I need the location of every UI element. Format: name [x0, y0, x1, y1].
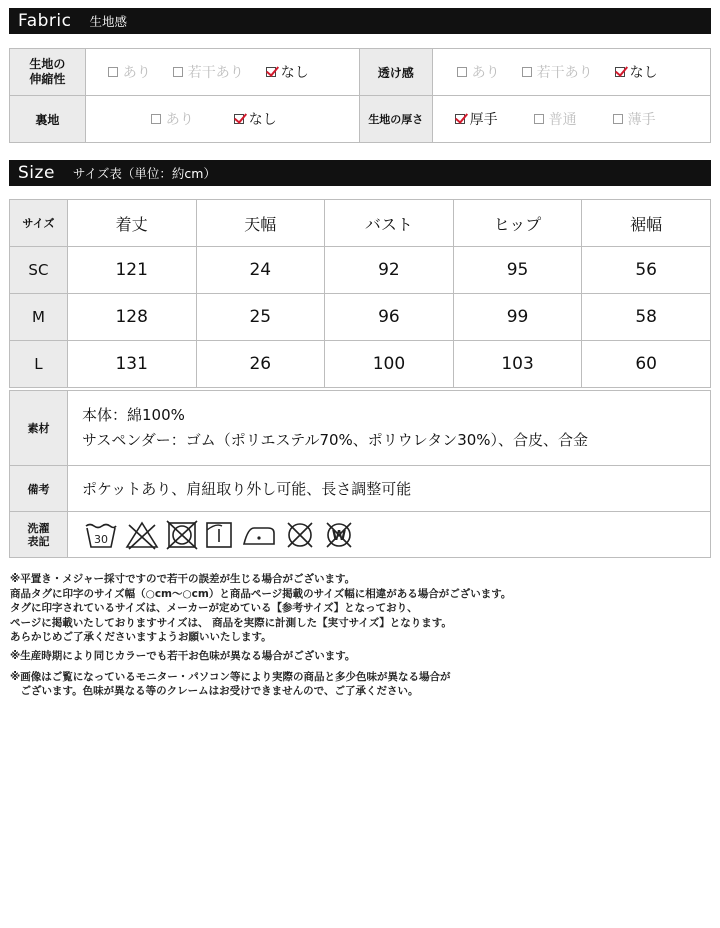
size-row	[10, 247, 711, 294]
sheer-option-none[interactable]	[615, 62, 658, 82]
sheer-option-slight[interactable]	[522, 62, 593, 82]
size-cell: 131	[67, 341, 196, 388]
option-label: なし	[280, 65, 309, 81]
checked-checkbox-icon	[455, 114, 465, 124]
no-wet-clean-icon	[322, 520, 356, 550]
thickness-option-thin[interactable]	[613, 109, 656, 129]
size-col-header: サイズ	[10, 200, 68, 247]
size-cell: 58	[582, 294, 711, 341]
option-label: 若干あり	[536, 65, 593, 81]
lining-label	[10, 96, 86, 143]
hip-col-header: ヒップ	[453, 200, 582, 247]
size-name: M	[10, 294, 68, 341]
fabric-title: Fabric	[18, 11, 72, 31]
size-header-row	[10, 200, 711, 247]
stretch-option-none[interactable]	[266, 62, 309, 82]
note-line: ※画像はご覧になっているモニター・パソコン等により実際の商品と多少色味が異なる場合が	[10, 670, 451, 683]
size-cell: 24	[196, 247, 325, 294]
thickness-option-thick[interactable]	[455, 109, 498, 129]
note-line: ページに掲載いたしておりますサイズは、 商品を実際に計測した【実寸サイズ】となります。	[10, 616, 452, 629]
care-label	[10, 512, 68, 558]
size-cell: 96	[325, 294, 454, 341]
checked-checkbox-icon	[266, 67, 276, 77]
care-row	[10, 512, 711, 558]
checkbox-icon	[151, 114, 161, 124]
fabric-header	[9, 8, 711, 34]
checkbox-icon	[534, 114, 544, 124]
notes	[10, 572, 511, 699]
option-label: あり	[122, 65, 151, 81]
note-line: タグに印字されているサイズは、メーカーが定めている【参考サイズ】となっており、	[10, 602, 418, 615]
thickness-label	[360, 96, 433, 143]
care-label-text: 洗濯表記	[27, 521, 50, 548]
size-cell: 95	[453, 247, 582, 294]
no-bleach-icon	[124, 520, 160, 550]
stretch-label	[10, 49, 86, 96]
fabric-row	[10, 49, 711, 96]
size-cell: 25	[196, 294, 325, 341]
thickness-label-text: 生地の厚さ	[368, 113, 424, 126]
option-label: なし	[629, 65, 658, 81]
no-tumble-dry-icon	[166, 520, 198, 550]
note-line: 商品タグに印字のサイズ幅（○cm〜○cm）と商品ページ掲載のサイズ幅に相違がある場合がございます。	[10, 587, 512, 600]
bust-col-header: バスト	[325, 200, 454, 247]
remarks-label: 備考	[10, 466, 68, 512]
lining-options	[85, 96, 359, 143]
fabric-row	[10, 96, 711, 143]
line-dry-icon	[204, 520, 234, 550]
option-label: 薄手	[627, 112, 656, 128]
lining-option-none[interactable]	[234, 109, 277, 129]
checkbox-icon	[457, 67, 467, 77]
remarks-row	[10, 466, 711, 512]
length-col-header: 着丈	[67, 200, 196, 247]
fabric-table	[9, 48, 711, 143]
option-label: 厚手	[469, 112, 498, 128]
iron-low-icon	[240, 520, 278, 550]
note-line: ※生産時期により同じカラーでも若干お色味が異なる場合がございます。	[10, 649, 356, 662]
size-cell: 56	[582, 247, 711, 294]
lining-label-text: 裏地	[35, 112, 60, 127]
checkbox-icon	[108, 67, 118, 77]
size-cell: 60	[582, 341, 711, 388]
size-row	[10, 294, 711, 341]
sheerness-label	[360, 49, 433, 96]
note-line: あらかじめご了承くださいますようお願いいたします。	[10, 631, 272, 644]
info-table	[9, 390, 711, 558]
size-cell: 103	[453, 341, 582, 388]
size-title: Size	[18, 163, 55, 183]
stretch-options	[85, 49, 359, 96]
note-line: ※平置き・メジャー採寸ですので若干の誤差が生じる場合がございます。	[10, 573, 356, 585]
checked-checkbox-icon	[615, 67, 625, 77]
size-cell: 128	[67, 294, 196, 341]
size-cell: 121	[67, 247, 196, 294]
thickness-option-normal[interactable]	[534, 109, 577, 129]
sheer-option-ari[interactable]	[457, 62, 500, 82]
svg-text:W: W	[331, 528, 347, 544]
size-table	[9, 199, 711, 388]
sheerness-label-text: 透け感	[377, 65, 414, 80]
option-label: 若干あり	[187, 65, 244, 81]
size-cell: 99	[453, 294, 582, 341]
size-cell: 100	[325, 341, 454, 388]
sheerness-options	[432, 49, 710, 96]
stretch-label-text: 生地の伸縮性	[29, 57, 66, 86]
size-cell: 26	[196, 341, 325, 388]
size-name: L	[10, 341, 68, 388]
size-subtitle: サイズ表（単位：約cm）	[72, 166, 216, 181]
option-label: 普通	[548, 112, 577, 128]
remarks-text: ポケットあり、肩紐取り外し可能、長さ調整可能	[68, 466, 711, 512]
wash-temp-label: 30	[94, 532, 108, 546]
size-row	[10, 341, 711, 388]
checkbox-icon	[613, 114, 623, 124]
material-row	[10, 391, 711, 466]
stretch-option-ari[interactable]	[108, 62, 151, 82]
stretch-option-slight[interactable]	[173, 62, 244, 82]
size-name: SC	[10, 247, 68, 294]
thickness-options	[432, 96, 710, 143]
size-header	[9, 160, 711, 186]
no-dry-clean-icon	[284, 520, 316, 550]
option-label: なし	[248, 112, 277, 128]
fabric-subtitle: 生地感	[89, 14, 128, 29]
size-cell: 92	[325, 247, 454, 294]
material-content	[68, 391, 711, 466]
hem-width-col-header: 裾幅	[582, 200, 711, 247]
checkbox-icon	[173, 67, 183, 77]
material-line: サスペンダー：ゴム（ポリエステル70%、ポリウレタン30%）、合皮、合金	[82, 431, 589, 449]
lining-option-ari[interactable]	[151, 109, 194, 129]
material-label: 素材	[10, 391, 68, 466]
note-line: ございます。色味が異なる等のクレームはお受けできませんので、ご了承ください。	[10, 685, 419, 698]
wash-30-icon	[84, 520, 118, 550]
shoulder-width-col-header: 天幅	[196, 200, 325, 247]
option-label: あり	[471, 65, 500, 81]
material-line: 本体：綿100%	[82, 406, 185, 424]
checked-checkbox-icon	[234, 114, 244, 124]
checkbox-icon	[522, 67, 532, 77]
care-icons	[68, 512, 711, 558]
option-label: あり	[165, 112, 194, 128]
